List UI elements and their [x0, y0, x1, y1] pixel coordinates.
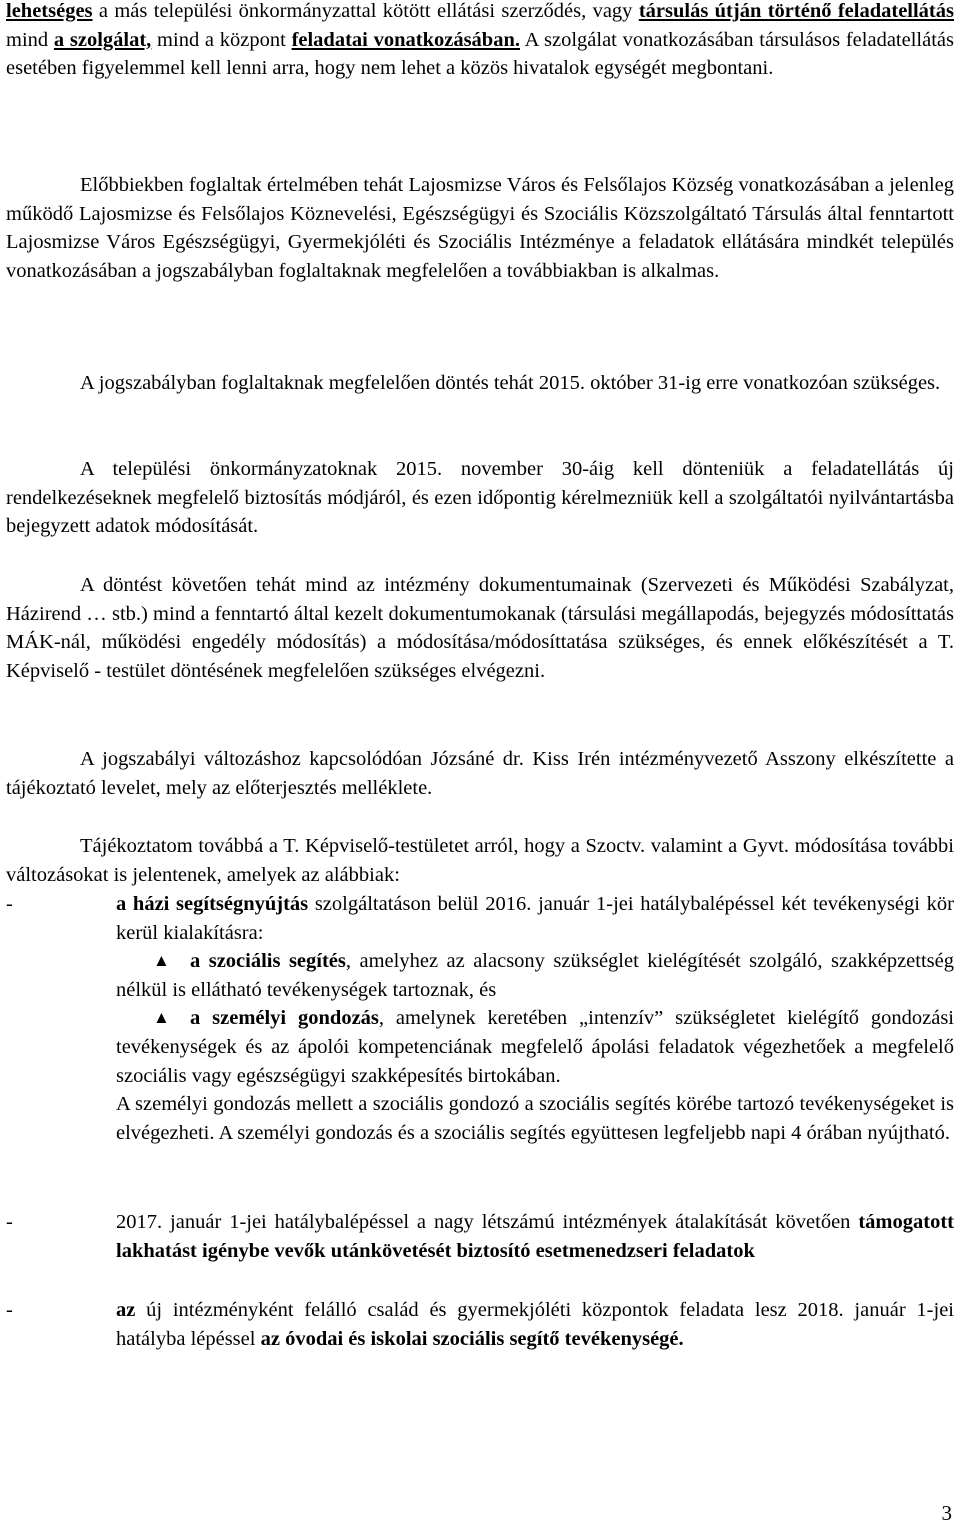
page-number: 3 [941, 1501, 952, 1525]
list-dash: - [6, 1299, 13, 1321]
sub-item-social-help: ▲ a szociális segítés, amelyhez az alacsony szükséglet kielégítését szolgáló, szakképzettség nélkül is ellátható tevékenységek tartoznak, és [116, 947, 954, 1004]
paragraph-3: A települési önkormányzatoknak 2015. november 30-áig kell dönteniük a feladatellátás új rendelkezéseknek megfelelő biztosítás módjáról, és ezen időpontig kérelmezniük kell a szolgáltatói nyilvántartásba bejegyzett adatok módosítását. [6, 458, 954, 538]
triangle-bullet-icon: ▲ [153, 1008, 170, 1028]
paragraph-5: A jogszabályi változáshoz kapcsolódóan Józsáné dr. Kiss Irén intézményvezető Asszony elkészítette a tájékoztató levelet, mely az előterjesztés melléklete. [6, 748, 954, 799]
list-item-home-help: - a házi segítségnyújtás szolgáltatáson belül 2016. január 1-jei hatálybalépéssel két tevékenységi kör kerül kialakításra: ▲ a szociális segítés, amelyhez az alacsony szükséglet kielégítését szolgáló, szakképzettség nélkül is ellátható tevékenységek tartoznak, és ▲ a személyi gondozás, amelynek keretében „intenzív” szükségletet kielégítő gondozási tevékenységek és az ápolói kompetenciának megfelelő ápolási feladatok végezhetőek a megfelelő szociális vagy egészségügyi szakképesítés birtokában. A személyi gondozás mellett a szociális gondozó a szociális segítés körébe tartozó tevékenységeket is elvégezheti. A személyi gondozás és a szociális segítés együttesen legfeljebb napi 4 órában nyújtható. [6, 890, 954, 1147]
paragraph-1: Előbbiekben foglaltak értelmében tehát Lajosmizse Város és Felsőlajos Község vonatkozásában a jelenleg működő Lajosmizse és Felsőlajos Köznevelési, Egészségügyi és Szociális Közszolgáltató Társulás által fenntartott Lajosmizse Város Egészségügyi, Gyermekjóléti és Szociális Intézménye a feladatok ellátására mindkét település vonatkozásában a jogszabályban foglaltaknak megfelelően a továbbiakban is alkalmas. [6, 174, 954, 282]
triangle-bullet-icon: ▲ [153, 951, 170, 971]
paragraph-4: A döntést követően tehát mind az intézmény dokumentumainak (Szervezeti és Működési Szabályzat, Házirend … stb.) mind a fenntartó által kezelt dokumentumokanak (társulási megállapodás, bejegyzés módosíttatás MÁK-nál, működési engedély módosítás) a módosítása/módosíttatása szükséges, és ennek előkészítését a T. Képviselő - testület döntésének megfelelően szükséges elvégezni. [6, 574, 954, 682]
list-item-case-management: - 2017. január 1-jei hatálybalépéssel a nagy létszámú intézmények átalakítását követően támogatott lakhatást igénybe vevők utánkövetését biztosító esetmenedzseri feladatok [6, 1208, 954, 1265]
paragraph-6: Tájékoztatom továbbá a T. Képviselő-testületet arról, hogy a Szoctv. valamint a Gyvt. módosítása további változásokat is jelentenek, amelyek az alábbiak: [6, 835, 954, 886]
list-dash: - [6, 1211, 13, 1233]
sub-item-personal-care: ▲ a személyi gondozás, amelynek keretében „intenzív” szükségletet kielégítő gondozási tevékenységek és az ápolói kompetenciának megfelelő ápolási feladatok végezhetőek a megfelelő szociális vagy egészségügyi szakképesítés birtokában. [116, 1004, 954, 1090]
paragraph-intro: lehetséges a más települési önkormányzattal kötött ellátási szerződés, vagy társulás útján történő feladatellátás mind a szolgálat, mind a központ feladatai vonatkozásában. A szolgálat vonatkozásában társulásos feladatellátás esetében figyelemmel kell lenni arra, hogy nem lehet a közös hivatalok egységét megbontani. [6, 0, 954, 80]
paragraph-2: A jogszabályban foglaltaknak megfelelően döntés tehát 2015. október 31-ig erre vonatkozóan szükséges. [80, 372, 941, 394]
list-dash: - [6, 893, 13, 915]
home-help-note: A személyi gondozás mellett a szociális gondozó a szociális segítés körébe tartozó tevékenységeket is elvégezheti. A személyi gondozás és a szociális segítés együttesen legfeljebb napi 4 órában nyújtható. [116, 1093, 954, 1144]
list-item-family-centers: - az új intézményként felálló család és gyermekjóléti központok feladata lesz 2018. január 1-jei hatályba lépéssel az óvodai és iskolai szociális segítő tevékenységé. [6, 1296, 954, 1353]
